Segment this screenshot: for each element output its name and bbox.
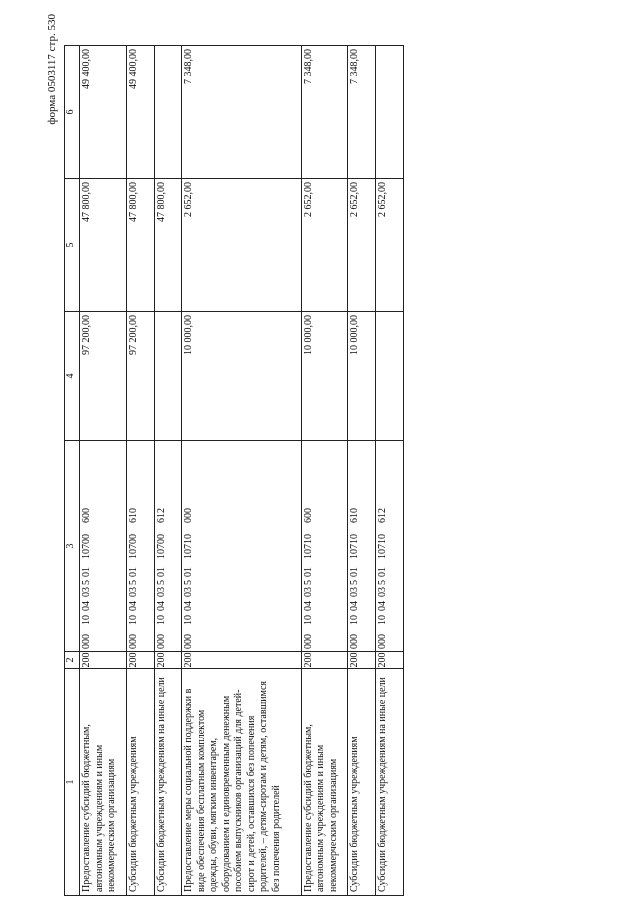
budget-code-cell — [154, 441, 182, 652]
amount-col5-cell: 47 800,00 — [154, 179, 182, 312]
code-segment: 10 — [127, 615, 139, 625]
code-segment: 10710 — [349, 534, 361, 559]
code-segment: 10700 — [81, 534, 93, 559]
code-segment: 01 — [81, 567, 93, 577]
budget-code-cell — [126, 441, 154, 652]
code-segment: 000 — [155, 634, 167, 649]
code-segment: 03 — [302, 587, 314, 597]
table-row — [348, 46, 376, 896]
column-header: 5 — [65, 179, 80, 312]
code-segment: 03 — [183, 587, 195, 597]
budget-code-cell — [182, 441, 301, 652]
code-segment: 01 — [183, 567, 195, 577]
code-segment: 04 — [183, 601, 195, 611]
code-segment: 000 — [183, 508, 195, 523]
code-segment: 612 — [155, 508, 167, 523]
code-segment: 10700 — [155, 534, 167, 559]
code-segment: 610 — [127, 508, 139, 523]
row-name-cell: Предоставление субсидий бюджетным, автономным учреждениям и иным некоммерческим организациям — [301, 669, 348, 896]
code-segment: 5 — [81, 580, 93, 585]
line-code-cell: 200 — [348, 652, 376, 669]
row-name-cell: Субсидии бюджетным учреждениям на иные цели — [376, 669, 404, 896]
row-name-cell: Предоставление субсидий бюджетным, автономным учреждениям и иным некоммерческим организациям — [80, 669, 127, 896]
amount-col4-cell: 97 200,00 — [126, 312, 154, 441]
code-segment: 03 — [127, 587, 139, 597]
code-segment: 10710 — [183, 534, 195, 559]
code-segment: 5 — [302, 580, 314, 585]
code-segment: 03 — [81, 587, 93, 597]
row-name-cell: Субсидии бюджетным учреждениям — [126, 669, 154, 896]
row-name-cell: Субсидии бюджетным учреждениям — [348, 669, 376, 896]
column-header: 2 — [65, 652, 80, 669]
amount-col6-cell: 49 400,00 — [126, 46, 154, 179]
code-segment: 10 — [302, 615, 314, 625]
code-segment: 04 — [349, 601, 361, 611]
code-segment: 000 — [127, 634, 139, 649]
row-name-cell: Предоставление меры социальной поддержки в виде обеспечения бесплатным комплектом одежды, обуви, мягким инвентарем, оборудованием и единовременным денежным пособием выпускников организаций для детей-сирот и детей, оставшихся без попечения родителей, – детям-сиротам и детям, оставшимся без попечения родителей — [182, 669, 301, 896]
column-header: 3 — [65, 441, 80, 652]
line-code-cell: 200 — [80, 652, 127, 669]
amount-col4-cell: 97 200,00 — [80, 312, 127, 441]
budget-code-cell — [348, 441, 376, 652]
code-segment: 03 — [349, 587, 361, 597]
line-code-cell: 200 — [301, 652, 348, 669]
amount-col6-cell — [376, 46, 404, 179]
code-segment: 03 — [155, 587, 167, 597]
amount-col4-cell — [154, 312, 182, 441]
code-segment: 5 — [349, 580, 361, 585]
column-header: 1 — [65, 669, 80, 896]
budget-code-cell — [301, 441, 348, 652]
table-row — [182, 46, 301, 896]
amount-col6-cell: 49 400,00 — [80, 46, 127, 179]
budget-code-cell — [376, 441, 404, 652]
table-row — [154, 46, 182, 896]
expenditure-table — [64, 45, 404, 896]
amount-col5-cell: 47 800,00 — [126, 179, 154, 312]
code-segment: 600 — [81, 508, 93, 523]
code-segment: 000 — [302, 634, 314, 649]
line-code-cell: 200 — [154, 652, 182, 669]
code-segment: 10700 — [127, 534, 139, 559]
header-row — [65, 46, 80, 896]
amount-col6-cell: 7 348,00 — [182, 46, 301, 179]
code-segment: 610 — [349, 508, 361, 523]
amount-col5-cell: 2 652,00 — [182, 179, 301, 312]
code-segment: 5 — [183, 580, 195, 585]
code-segment: 10710 — [377, 534, 389, 559]
budget-code-cell — [80, 441, 127, 652]
table-row — [80, 46, 127, 896]
code-segment: 01 — [155, 567, 167, 577]
code-segment: 04 — [155, 601, 167, 611]
amount-col5-cell: 2 652,00 — [301, 179, 348, 312]
rotated-table-wrapper — [64, 46, 404, 896]
code-segment: 03 — [377, 587, 389, 597]
amount-col4-cell: 10 000,00 — [301, 312, 348, 441]
code-segment: 10 — [81, 615, 93, 625]
code-segment: 04 — [377, 601, 389, 611]
code-segment: 10 — [155, 615, 167, 625]
code-segment: 04 — [81, 601, 93, 611]
code-segment: 5 — [155, 580, 167, 585]
amount-col6-cell: 7 348,00 — [348, 46, 376, 179]
line-code-cell: 200 — [376, 652, 404, 669]
code-segment: 10 — [183, 615, 195, 625]
amount-col5-cell: 47 800,00 — [80, 179, 127, 312]
column-header: 4 — [65, 312, 80, 441]
code-segment: 612 — [377, 508, 389, 523]
code-segment: 10 — [377, 615, 389, 625]
amount-col4-cell — [376, 312, 404, 441]
amount-col6-cell: 7 348,00 — [301, 46, 348, 179]
code-segment: 600 — [302, 508, 314, 523]
amount-col5-cell: 2 652,00 — [348, 179, 376, 312]
code-segment: 5 — [377, 580, 389, 585]
code-segment: 01 — [127, 567, 139, 577]
column-header: 6 — [65, 46, 80, 179]
code-segment: 000 — [377, 634, 389, 649]
code-segment: 10710 — [302, 534, 314, 559]
amount-col4-cell: 10 000,00 — [348, 312, 376, 441]
code-segment: 000 — [81, 634, 93, 649]
code-segment: 000 — [349, 634, 361, 649]
code-segment: 10 — [349, 615, 361, 625]
code-segment: 01 — [349, 567, 361, 577]
table-row — [376, 46, 404, 896]
code-segment: 01 — [302, 567, 314, 577]
code-segment: 04 — [127, 601, 139, 611]
amount-col5-cell: 2 652,00 — [376, 179, 404, 312]
table-row — [301, 46, 348, 896]
line-code-cell: 200 — [182, 652, 301, 669]
code-segment: 5 — [127, 580, 139, 585]
line-code-cell: 200 — [126, 652, 154, 669]
form-page-label: форма 0503117 стр. 530 — [46, 14, 58, 125]
amount-col6-cell — [154, 46, 182, 179]
code-segment: 04 — [302, 601, 314, 611]
table-row — [126, 46, 154, 896]
code-segment: 000 — [183, 634, 195, 649]
row-name-cell: Субсидии бюджетным учреждениям на иные цели — [154, 669, 182, 896]
amount-col4-cell: 10 000,00 — [182, 312, 301, 441]
code-segment: 01 — [377, 567, 389, 577]
